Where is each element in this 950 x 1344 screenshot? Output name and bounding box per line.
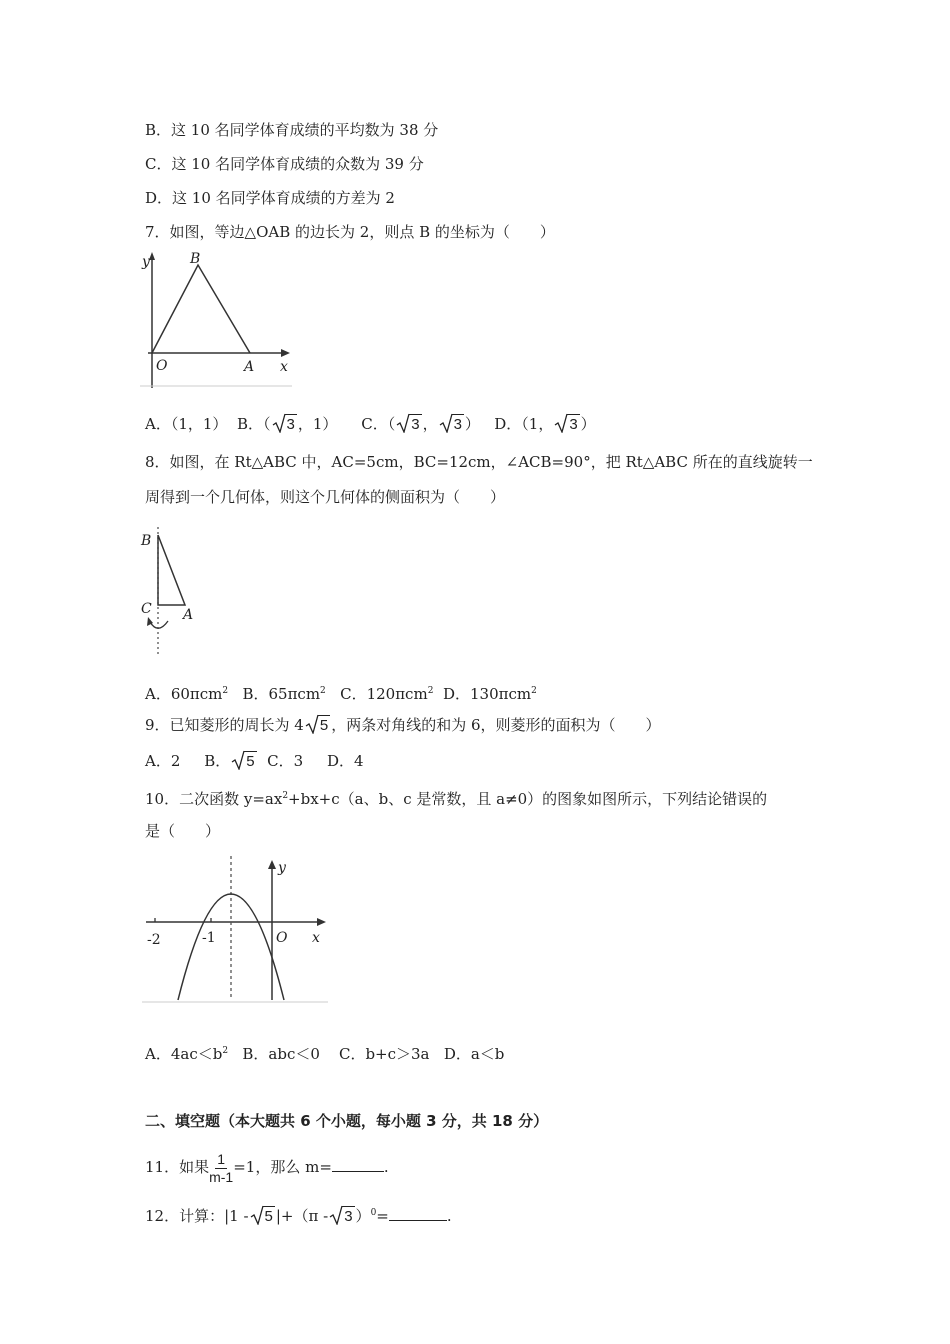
q12: 12．计算：|1 - 5 |+（π - 3 ）$^0$= . <box>145 1207 452 1225</box>
q10-options <box>145 1041 504 1064</box>
q9-option-c: C．3 <box>267 752 304 770</box>
x-axis-arrow <box>317 918 326 926</box>
q7-option-c: C．（ 3 ， 3 ） <box>361 415 480 433</box>
answer-blank[interactable] <box>389 1206 447 1221</box>
q8-option-a: A．60πcm$^2$ <box>145 685 229 703</box>
q9-option-b: B． 5 <box>204 752 255 770</box>
q10-figure <box>140 852 332 1007</box>
q9-option-a: A．2 <box>145 752 181 770</box>
q11: 11．如果 $\frac{1}{m-1}$ =1，那么 m= . <box>145 1150 389 1185</box>
q7-options <box>145 414 596 435</box>
q10-stem-line2: 是（ ） <box>145 822 221 840</box>
sqrt-icon: 5 <box>250 1206 275 1227</box>
q6-option-c: C．这 10 名同学体育成绩的众数为 39 分 <box>145 155 424 173</box>
label-o: O <box>276 930 288 946</box>
label-minus-1: -1 <box>202 930 216 946</box>
sqrt-icon: 5 <box>305 715 330 736</box>
y-axis-arrow <box>268 860 276 869</box>
q8-options <box>145 681 537 704</box>
rotation-arrow-icon <box>150 621 168 628</box>
x-axis-arrow <box>281 349 290 357</box>
q10-option-a: A．$4ac<b^2$ <box>145 1045 229 1063</box>
answer-blank[interactable] <box>332 1157 384 1172</box>
q8-figure <box>138 525 208 660</box>
q9-stem: 9．已知菱形的周长为 4 5 ，两条对角线的和为 6，则菱形的面积为（ ） <box>145 716 661 734</box>
label-x: x <box>312 930 320 946</box>
q9-option-d: D．4 <box>327 752 364 770</box>
sqrt-icon: 3 <box>439 414 464 435</box>
triangle-abc <box>158 535 185 605</box>
section-2-title: 二、填空题（本大题共 6 个小题，每小题 3 分，共 18 分） <box>145 1112 549 1130</box>
label-a: A <box>183 607 194 623</box>
label-minus-2: -2 <box>147 932 161 948</box>
q10-option-c: C．b+c＞3a <box>338 1045 430 1063</box>
sqrt-icon: 3 <box>554 414 579 435</box>
label-b: B <box>141 533 152 549</box>
label-y: y <box>142 254 150 270</box>
q7-option-a: A．（1，1） <box>145 415 228 433</box>
sqrt-icon: 3 <box>272 414 297 435</box>
q8-stem-line1: 8．如图，在 Rt△ABC 中，AC=5cm，BC=12cm，∠ACB=90°，把 Rt△ABC 所在的直线旋转一 <box>145 453 813 471</box>
q7-stem: 7．如图，等边△OAB 的边长为 2，则点 B 的坐标为（ ） <box>145 223 555 241</box>
q10-option-b: B．abc＜0 <box>242 1045 320 1063</box>
sqrt-icon: 3 <box>396 414 421 435</box>
label-b: B <box>190 251 201 267</box>
sqrt-icon: 5 <box>231 751 256 772</box>
q9-options <box>145 751 364 772</box>
triangle-oab <box>152 265 250 353</box>
q6-option-d: D．这 10 名同学体育成绩的方差为 2 <box>145 189 395 207</box>
q7-option-b: B．（ 3 ，1） <box>236 415 338 433</box>
q8-option-c: C．120πcm$^2$ <box>340 685 434 703</box>
label-o: O <box>156 358 168 374</box>
fraction: $\frac{1}{m-1}$ <box>209 1150 234 1185</box>
label-c: C <box>141 601 152 617</box>
label-a: A <box>244 359 255 375</box>
q10-option-d: D．a＜b <box>443 1045 505 1063</box>
sqrt-icon: 3 <box>329 1206 354 1227</box>
q6-option-b: B．这 10 名同学体育成绩的平均数为 38 分 <box>145 121 439 139</box>
label-y: y <box>278 860 286 876</box>
q7-figure <box>138 250 298 390</box>
q8-option-d: D．130πcm$^2$ <box>442 685 537 703</box>
q8-option-b: B．65πcm$^2$ <box>242 685 326 703</box>
q10-stem-line1: 10．二次函数 $y=ax^2+bx+c(a$、b、c 是常数，且 a≠0）的图象如图所示，下列结论错误的 <box>145 790 768 808</box>
q7-option-d: D．（1， 3 ） <box>494 415 596 433</box>
label-x: x <box>280 359 288 375</box>
q8-stem-line2: 周得到一个几何体，则这个几何体的侧面积为（ ） <box>145 488 506 506</box>
